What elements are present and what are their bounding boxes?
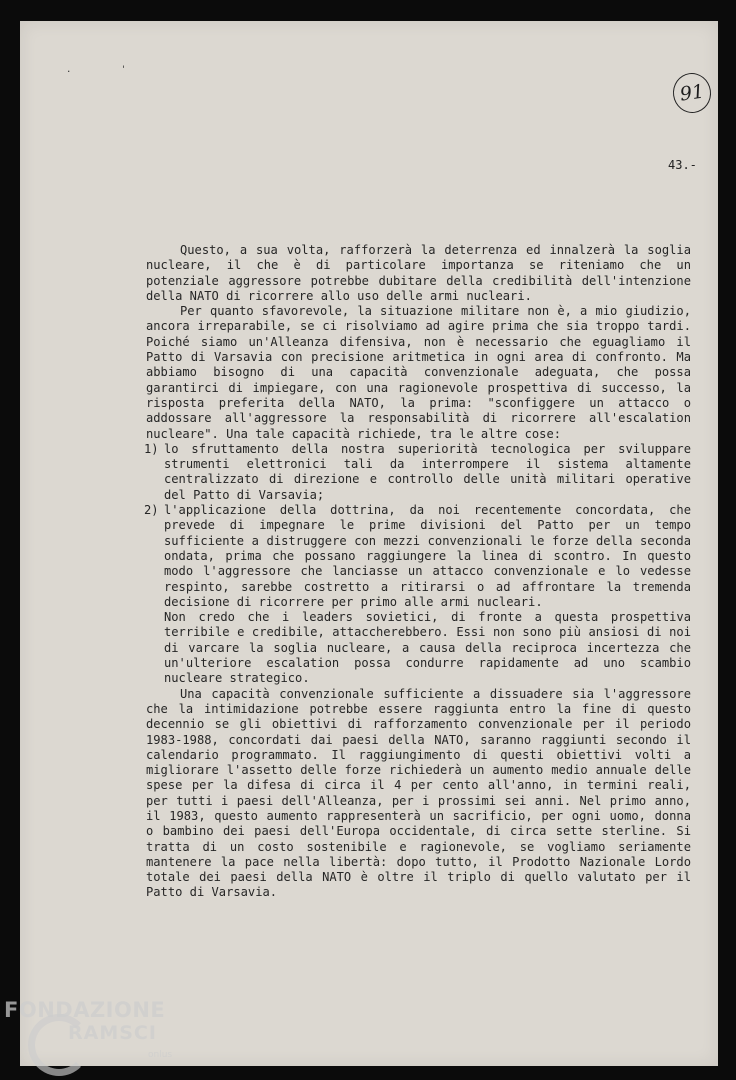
watermark-suffix: onlus: [148, 1050, 173, 1060]
list-item-2-text: l'applicazione della dottrina, da noi recentemente concordata, che prevede di impegnare le prime divisioni del Patto per un tempo sufficiente a distruggere con mezzi convenzionali le forze della seconda ondata, prima che possano raggiungere la linea di scontro. In questo modo l'aggressore che lanciasse un attacco convenzionale e lo vedesse respinto, sarebbe costretto a ritirarsi o ad affrontare la tremenda decisione di ricorrere per primo alle armi nucleari.: [164, 503, 691, 609]
list-item-2-continuation: Non credo che i leaders sovietici, di fronte a questa prospettiva terribile e credibile, attaccherebbero. Essi non sono più ansiosi di noi di varcare la soglia nucleare, a causa della reciproca incertezza che un'ulteriore escalation possa condurre rapidamente ad uno scambio nucleare strategico.: [164, 610, 691, 686]
list-item-2: [146, 503, 691, 687]
list-item-1-text: lo sfruttamento della nostra superiorità tecnologica per sviluppare strumenti elettronici tali da interrompere il sistema altamente centralizzato di direzione e controllo delle unità militari operative del Patto di Varsavia;: [164, 441, 691, 502]
document-page: [20, 21, 718, 1066]
page-number: 43.-: [668, 158, 697, 172]
list-item-1: [146, 442, 691, 503]
paragraph-1: Questo, a sua volta, rafforzerà la deterrenza ed innalzerà la soglia nucleare, il che è di particolare importanza se riteniamo che un potenziale aggressore potrebbe dubitare della credibilità dell'intenzione della NATO di ricorrere allo uso delle armi nucleari.: [146, 243, 691, 303]
paragraph-3: Una capacità convenzionale sufficiente a dissuadere sia l'aggressore che la intimidazione potrebbe essere raggiunta entro la fine di questo decennio se gli obiettivi di rafforzamento convenzionale per il periodo 1983-1988, concordati dai paesi della NATO, saranno raggiunti secondo il calendario programmato. Il raggiungimento di questi obiettivi volti a migliorare l'assetto delle forze richiederà un aumento medio annuale delle spese per la difesa di circa il 4 per cento all'anno, in termini reali, per tutti i paesi dell'Alleanza, per i prossimi sei anni. Nel primo anno, il 1983, questo aumento rappresenterà un sacrificio, per ogni uomo, donna o bambino dei paesi dell'Europa occidentale, di circa sette sterline. Si tratta di un costo sostenibile e ragionevole, se vogliamo seriamente mantenere la pace nella libertà: dopo tutto, il Prodotto Nazionale Lordo totale dei paesi della NATO è oltre il triplo di quello valutato per il Patto di Varsavia.: [146, 686, 691, 900]
top-left-marks: . ': [66, 65, 149, 75]
watermark-line1: FONDAZIONE: [4, 998, 166, 1022]
watermark-line2: RAMSCI: [68, 1022, 157, 1044]
archive-watermark-logo: [4, 998, 173, 1060]
document-body: [146, 243, 691, 901]
archive-number-stamp: 91: [670, 71, 713, 116]
list-number-2: 2): [144, 503, 159, 518]
list-number-1: 1): [144, 441, 159, 456]
paragraph-2: Per quanto sfavorevole, la situazione militare non è, a mio giudizio, ancora irreparabile, se ci risolviamo ad agire prima che sia troppo tardi. Poiché siamo un'Alleanza difensiva, non è necessario che eguagliamo il Patto di Varsavia con precisione aritmetica in ogni area di confronto. Ma abbiamo bisogno di una capacità convenzionale adeguata, che possa garantirci di impiegare, con una ragionevole prospettiva di successo, la risposta preferita della NATO, la prima: "sconfiggere un attacco o addossare all'aggressore la responsabilità di ricorrere all'escalation nucleare". Una tale capacità richiede, tra le altre cose:: [146, 304, 691, 441]
